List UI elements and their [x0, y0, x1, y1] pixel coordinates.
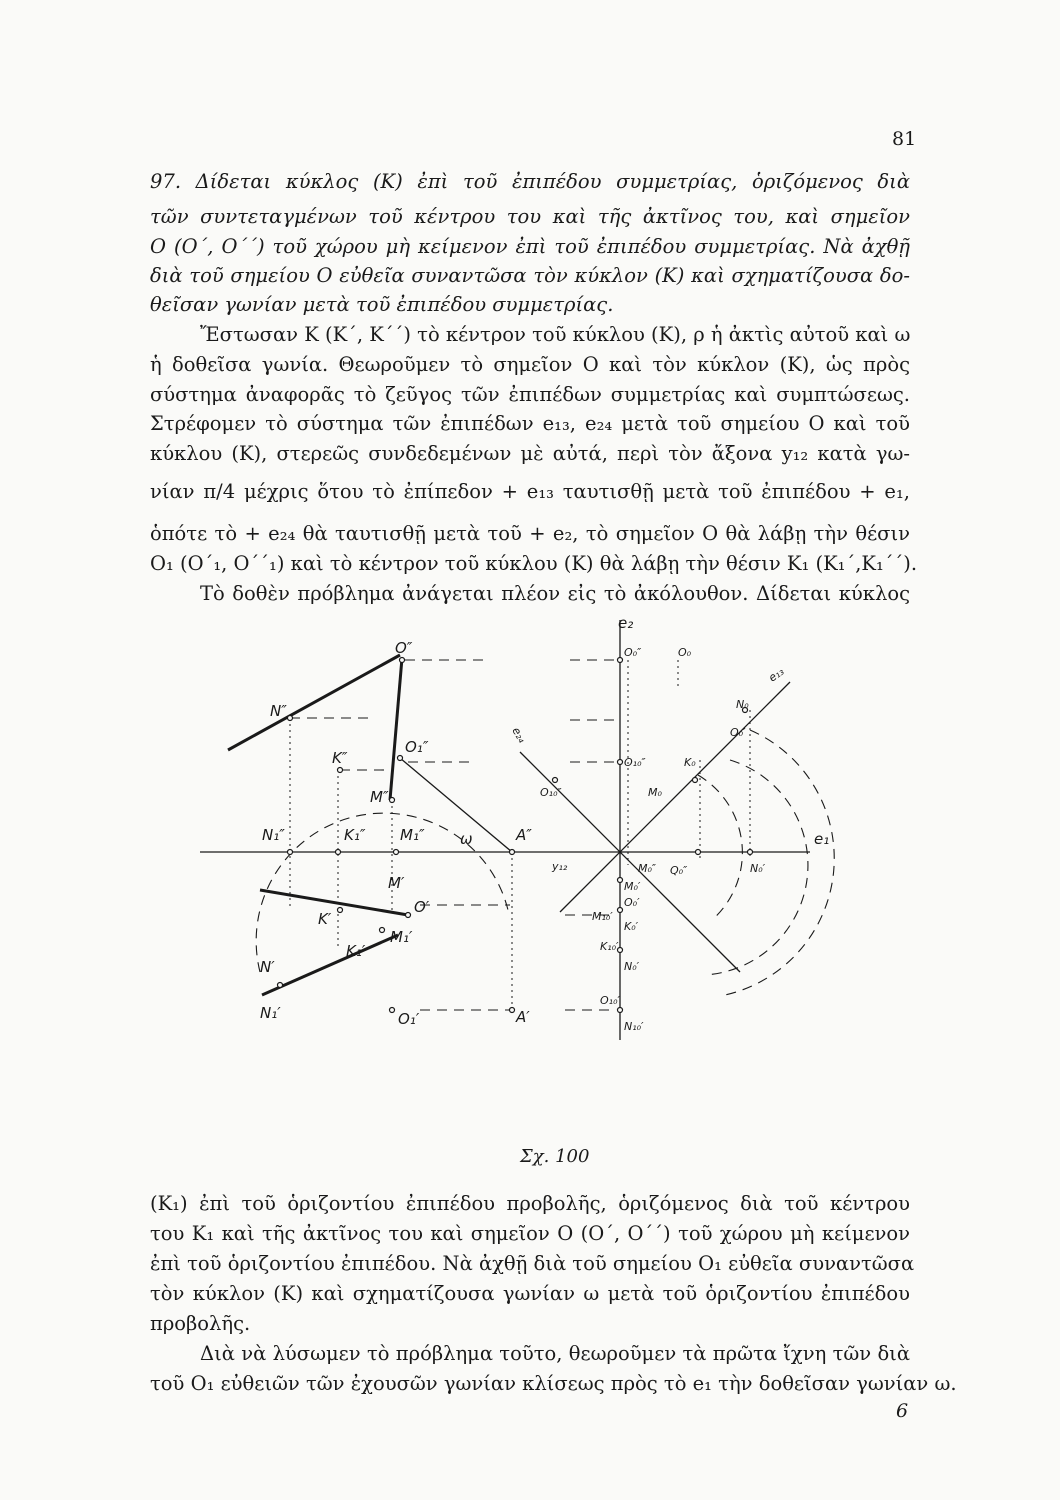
label-m0: M₀	[648, 786, 662, 799]
label-k10: K₁₀′	[600, 940, 619, 953]
label-o0-2: O₀″	[624, 646, 642, 659]
label-o0: O₀	[678, 646, 692, 659]
label-m0-1: M₀′	[624, 880, 641, 893]
label-m1-2: M₁″	[400, 826, 425, 844]
line-lower-1	[260, 890, 408, 915]
label-e2: e₂	[618, 614, 634, 632]
label-a2: A″	[516, 826, 532, 844]
line-n-o	[228, 655, 400, 750]
body-line: (Κ₁) ἐπὶ τοῦ ὁριζοντίου ἐπιπέδου προβολῆς, ὁριζόμενος διὰ τοῦ κέντρου	[150, 1192, 910, 1215]
label-e24: e₂₄	[509, 725, 529, 746]
problem-line: 97. Δίδεται κύκλος (Κ) ἐπὶ τοῦ ἐπιπέδου συμμετρίας, ὁριζόμενος διὰ	[150, 170, 910, 193]
solution-line: σύστημα ἀναφορᾶς τὸ ζεῦγος τῶν ἐπιπέδων συμμετρίας καὶ συμπτώσεως.	[150, 383, 910, 406]
label-o10: O₁₀″	[540, 786, 562, 799]
label-k1-1: K₁′	[346, 942, 366, 960]
solution-line: Ο₁ (Ο΄₁, Ο΄΄₁) καὶ τὸ κέντρον τοῦ κύκλου (Κ) θὰ λάβῃ τὴν θέσιν Κ₁ (Κ₁΄,Κ₁΄΄).	[150, 552, 918, 575]
solution-line: νίαν π/4 μέχρις ὅτου τὸ ἐπίπεδον + e₁₃ ταυτισθῇ μετὰ τοῦ ἐπιπέδου + e₁,	[150, 480, 910, 503]
label-n10: N₁₀′	[624, 1020, 644, 1033]
label-k2: K″	[332, 749, 348, 767]
body-line: ἐπὶ τοῦ ὁριζοντίου ἐπιπέδου. Νὰ ἀχθῇ διὰ τοῦ σημείου Ο₁ εὐθεῖα συναντῶσα	[150, 1252, 915, 1275]
label-m1-1: M₁′	[390, 928, 413, 946]
solution-line: Ἔστωσαν Κ (Κ΄, Κ΄΄) τὸ κέντρον τοῦ κύκλου (Κ), ρ ἡ ἀκτὶς αὐτοῦ καὶ ω	[200, 323, 911, 346]
problem-line: τῶν συντεταγμένων τοῦ κέντρου του καὶ τῆς ἀκτῖνος του, καὶ σημεῖον	[150, 205, 910, 228]
page-number: 81	[892, 128, 917, 150]
label-omega: ω	[460, 830, 473, 848]
label-o0-1: O₀′	[624, 896, 640, 909]
label-o1-1: O₁′	[398, 1010, 420, 1028]
label-m0-2: M₀″	[638, 862, 657, 875]
body-line: του Κ₁ καὶ τῆς ἀκτῖνος του καὶ σημεῖον Ο (Ο΄, Ο΄΄) τοῦ χώρου μὴ κείμενον	[150, 1222, 910, 1245]
solution-line: ἡ δοθεῖσα γωνία. Θεωροῦμεν τὸ σημεῖον Ο καὶ τὸν κύκλον (Κ), ὡς πρὸς	[150, 353, 910, 376]
label-m1: M′	[388, 874, 405, 892]
label-n0: N₀	[736, 698, 749, 711]
label-q0: Q₀″	[670, 864, 688, 877]
label-o2: O″	[395, 639, 413, 657]
footer-mark: 6	[896, 1400, 909, 1422]
solution-line: Τὸ δοθὲν πρόβλημα ἀνάγεται πλέον εἰς τὸ ἀκόλουθον. Δίδεται κύκλος	[200, 582, 910, 605]
label-n1-2: N₁″	[262, 826, 285, 844]
label-o10-2: O₁₀″	[624, 756, 646, 769]
label-m10: M₁₀′	[592, 910, 613, 923]
label-e13: e₁₃	[766, 664, 787, 685]
label-k1: K′	[318, 910, 332, 928]
figure-caption: Σχ. 100	[520, 1146, 590, 1167]
line-o-m	[390, 658, 402, 800]
label-a1: A′	[516, 1008, 530, 1026]
label-k0: K₀	[684, 756, 696, 769]
problem-line: θεῖσαν γωνίαν μετὰ τοῦ ἐπιπέδου συμμετρίας.	[150, 293, 614, 316]
label-n1-1: N₁′	[260, 1004, 281, 1022]
body-line: προβολῆς.	[150, 1312, 251, 1335]
body-line: Διὰ νὰ λύσωμεν τὸ πρόβλημα τοῦτο, θεωροῦμεν τὰ πρῶτα ἴχνη τῶν διὰ	[200, 1342, 910, 1365]
label-e1: e₁	[814, 830, 830, 848]
label-n0-1: N₀′	[624, 960, 640, 973]
problem-line: Ο (Ο΄, Ο΄΄) τοῦ χώρου μὴ κείμενον ἐπὶ τοῦ ἐπιπέδου συμμετρίας. Νὰ ἀχθῇ	[150, 235, 910, 258]
body-line: τὸν κύκλον (Κ) καὶ σχηματίζουσα γωνίαν ω μετὰ τοῦ ὁριζοντίου ἐπιπέδου	[150, 1282, 910, 1305]
label-y12: y₁₂	[552, 860, 568, 873]
axis-e13	[560, 682, 790, 912]
label-k1-2: K₁″	[344, 826, 366, 844]
label-n1: N′	[260, 958, 275, 976]
label-o1: O′	[414, 898, 430, 916]
label-n2: N″	[270, 702, 287, 720]
problem-line: διὰ τοῦ σημείου Ο εὐθεῖα συναντῶσα τὸν κύκλον (Κ) καὶ σχηματίζουσα δο-	[150, 264, 910, 287]
label-k0-1: K₀′	[624, 920, 639, 933]
body-line: τοῦ Ο₁ εὐθειῶν τῶν ἐχουσῶν γωνίαν κλίσεως πρὸς τὸ e₁ τὴν δοθεῖσαν γωνίαν ω.	[150, 1372, 957, 1395]
figure-100	[150, 610, 910, 1040]
solution-line: κύκλου (Κ), στερεῶς συνδεδεμένων μὲ αὐτά, περὶ τὸν ἄξονα y₁₂ κατὰ γω-	[150, 442, 910, 465]
solution-line: Στρέφομεν τὸ σύστημα τῶν ἐπιπέδων e₁₃, e₂₄ μετὰ τοῦ σημείου Ο καὶ τοῦ	[150, 412, 910, 435]
label-o10-1: O₁₀′	[600, 994, 620, 1007]
label-m2: M″	[370, 788, 389, 806]
label-o1-2: O₁″	[405, 738, 429, 756]
label-o0-3: O₀′	[730, 726, 746, 739]
solution-line: ὁπότε τὸ + e₂₄ θὰ ταυτισθῇ μετὰ τοῦ + e₂, τὸ σημεῖον Ο θὰ λάβῃ τὴν θέσιν	[150, 522, 910, 545]
label-n0-2: N₀′	[750, 862, 766, 875]
